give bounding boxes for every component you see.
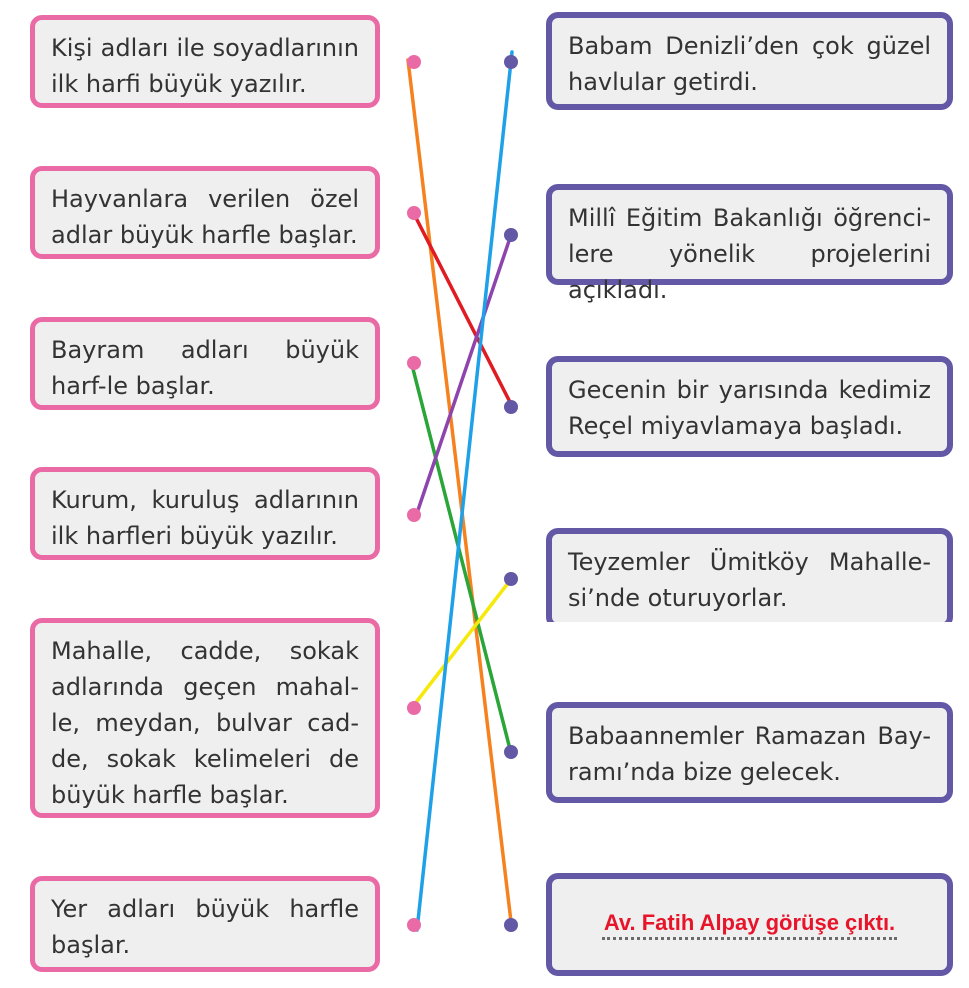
answer-text: Av. Fatih Alpay görüşe çıktı. bbox=[602, 909, 897, 940]
left-card-1-text: Kişi adları ile soyadlarının ilk harfi büyük yazılır. bbox=[51, 34, 359, 98]
right-dot-3[interactable] bbox=[504, 400, 518, 414]
right-dot-1[interactable] bbox=[504, 55, 518, 69]
left-card-3-text: Bayram adları büyük harf-le başlar. bbox=[51, 336, 359, 400]
right-card-3-text: Gecenin bir yarısında kedimiz Reçel miyavlamaya başladı. bbox=[568, 376, 931, 440]
connection-line-5 bbox=[414, 578, 512, 705]
left-dot-5[interactable] bbox=[407, 701, 421, 715]
right-dot-5[interactable] bbox=[504, 745, 518, 759]
left-card-2-text: Hayvanlara verilen özel adlar büyük harfle başlar. bbox=[51, 185, 359, 249]
left-dot-2[interactable] bbox=[407, 206, 421, 220]
left-card-4-text: Kurum, kuruluş adlarının ilk harfleri büyük yazılır. bbox=[51, 486, 359, 550]
connection-line-3 bbox=[412, 365, 512, 757]
right-card-2-text: Millî Eğitim Bakanlığı öğrenci-lere yönelik projelerini açıkladı. bbox=[568, 204, 931, 304]
right-dot-4[interactable] bbox=[504, 572, 518, 586]
left-dot-4[interactable] bbox=[407, 508, 421, 522]
left-card-5-text: Mahalle, cadde, sokak adlarında geçen mahal-le, meydan, bulvar cad-de, sokak kelimeleri de büyük harfle başlar. bbox=[51, 637, 359, 809]
left-dot-3[interactable] bbox=[407, 356, 421, 370]
right-card-4-text: Teyzemler Ümitköy Mahalle-si’nde oturuyorlar. bbox=[568, 548, 931, 612]
left-card-6-text: Yer adları büyük harfle başlar. bbox=[51, 895, 359, 959]
right-card-5-text: Babaannemler Ramazan Bay-ramı’nda bize gelecek. bbox=[568, 722, 931, 786]
right-dot-2[interactable] bbox=[504, 228, 518, 242]
left-dot-6[interactable] bbox=[407, 918, 421, 932]
right-card-1-text: Babam Denizli’den çok güzel havlular getirdi. bbox=[568, 32, 931, 96]
left-dot-1[interactable] bbox=[407, 55, 421, 69]
right-dot-6[interactable] bbox=[504, 918, 518, 932]
